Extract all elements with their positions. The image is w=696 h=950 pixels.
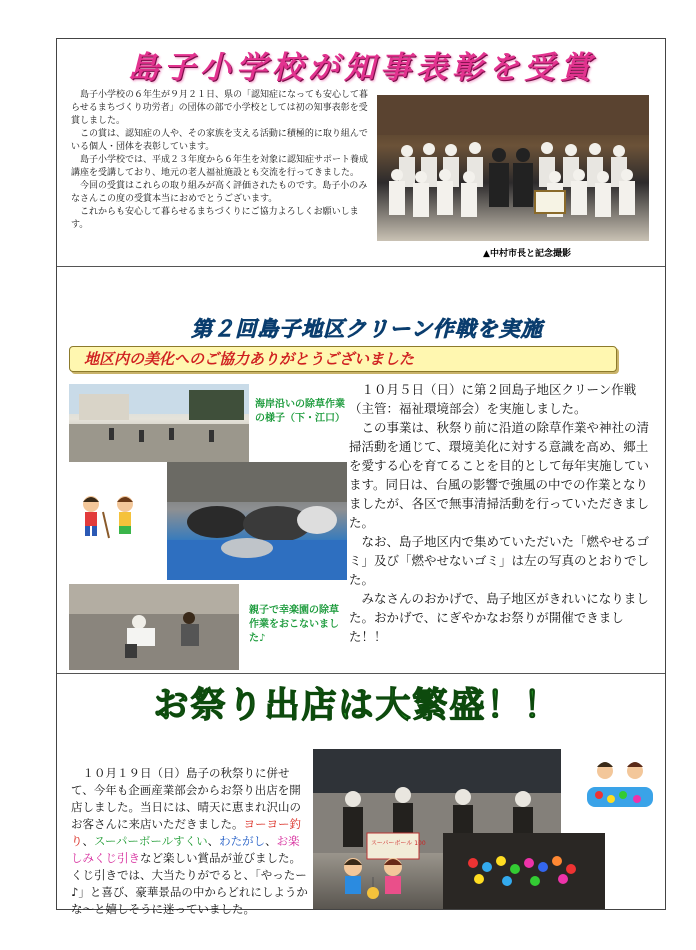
- clean-section: [57, 266, 665, 674]
- award-paragraph: 島子小学校では、平成２３年度から６年生を対象に認知症サポート養成講座を受講しており、地元の老人福祉施設とも交流を行ってきました。: [71, 155, 369, 178]
- separator: 、: [265, 834, 277, 848]
- superball-scoop-text: スーパーボールすくい: [94, 834, 208, 848]
- parents-children-caption: 親子で幸楽園の除草作業をおこないました♪: [249, 605, 339, 644]
- festival-outro: など楽しい賞品が並びました。くじ引きでは、大当たりがでると、「やったー♪」と喜び、豪華景品の中からどれにしようかな～と嬉しそうに迷っていました。: [71, 851, 308, 916]
- clean-paragraph: この事業は、秋祭り前に沿道の除草作業や神社の清掃活動を通じて、環境美化に対する意識を高め、郷土を愛する心を育てることを目的として毎年実施しています。同日は、台風の影響で強風の中での作業となりましたが、各区で無事清掃活動を行っていただきました。: [349, 420, 650, 530]
- clean-article: [349, 380, 655, 646]
- award-photo-caption: ▲中村市長と記念撮影: [483, 249, 571, 259]
- lottery-text: お楽しみくじ引き: [71, 834, 300, 865]
- kids-festival-illustration: [331, 853, 421, 903]
- kids-cleaning-illustration: [73, 492, 149, 542]
- award-section: [57, 39, 665, 267]
- festival-section: [57, 673, 665, 916]
- yoyo-fishing-text: ヨーヨー釣り: [71, 817, 301, 848]
- award-article: [71, 89, 371, 232]
- clean-paragraph: １０月５日（日）に第２回島子地区クリーン作戦（主管：福祉環境部会）を実施しました。: [349, 382, 637, 416]
- award-paragraph: 島子小学校の６年生が９月２１日、県の「認知症になっても安心して暮らせるまちづくり功労者」の団体の部で小学校としては初の知事表彰を受賞しました。: [71, 90, 369, 126]
- award-paragraph: これからも安心して暮らせるまちづくりにご協力よろしくお願いします。: [71, 207, 359, 230]
- clean-title: 第２回島子地区クリーン作戦を実施: [191, 317, 543, 341]
- roadside-photo-caption: 海岸沿いの除草作業の様子（下・江口）: [255, 399, 345, 424]
- award-title: 島子小学校が知事表彰を受賞: [128, 50, 596, 86]
- award-group-photo: [377, 95, 649, 241]
- festival-intro: １０月１９日（日）島子の秋祭りに併せて、今年も企画産業部会からお祭り出店を開店しました。当日には、晴天に恵まれ沢山のお客さんに来店いただきました。: [71, 766, 301, 831]
- thanks-banner-text: 地区内の美化へのご協力ありがとうございました: [84, 350, 415, 368]
- thanks-banner: [69, 346, 617, 372]
- parents-children-weeding-photo: [69, 584, 239, 670]
- festival-article: [71, 765, 311, 918]
- award-paragraph: 今回の受賞はこれらの取り組みが高く評価されたものです。島子小のみなさんこの度の受賞本当におめでとうございます。: [71, 181, 368, 204]
- festival-title: お祭り出店は大繁盛！！: [153, 686, 561, 726]
- superball-sign-text: スーパーボール 100: [371, 840, 426, 847]
- award-paragraph: この賞は、認知症の人や、その家族を支える活動に積極的に取り組んでいる個人・団体を表彰しています。: [71, 129, 368, 152]
- roadside-weeding-photo: [69, 384, 249, 462]
- clean-paragraph: なお、島子地区内で集めていただいた「燃やせるゴミ」及び「燃やせないゴミ」は左の写真のとおりでした。: [349, 534, 650, 587]
- cotton-candy-text: わたがし: [219, 834, 266, 848]
- separator: 、: [82, 834, 94, 848]
- separator: 、: [207, 834, 220, 848]
- festival-paragraph: [71, 765, 311, 918]
- superball-pool-photo: [443, 833, 605, 909]
- clean-paragraph: みなさんのおかげで、島子地区がきれいになりました。おかげで、にぎやかなお祭りが開催できました！！: [349, 591, 649, 644]
- collected-garbage-photo: [167, 462, 347, 580]
- kids-yoyo-illustration: [585, 757, 655, 809]
- newsletter-page: [56, 38, 666, 916]
